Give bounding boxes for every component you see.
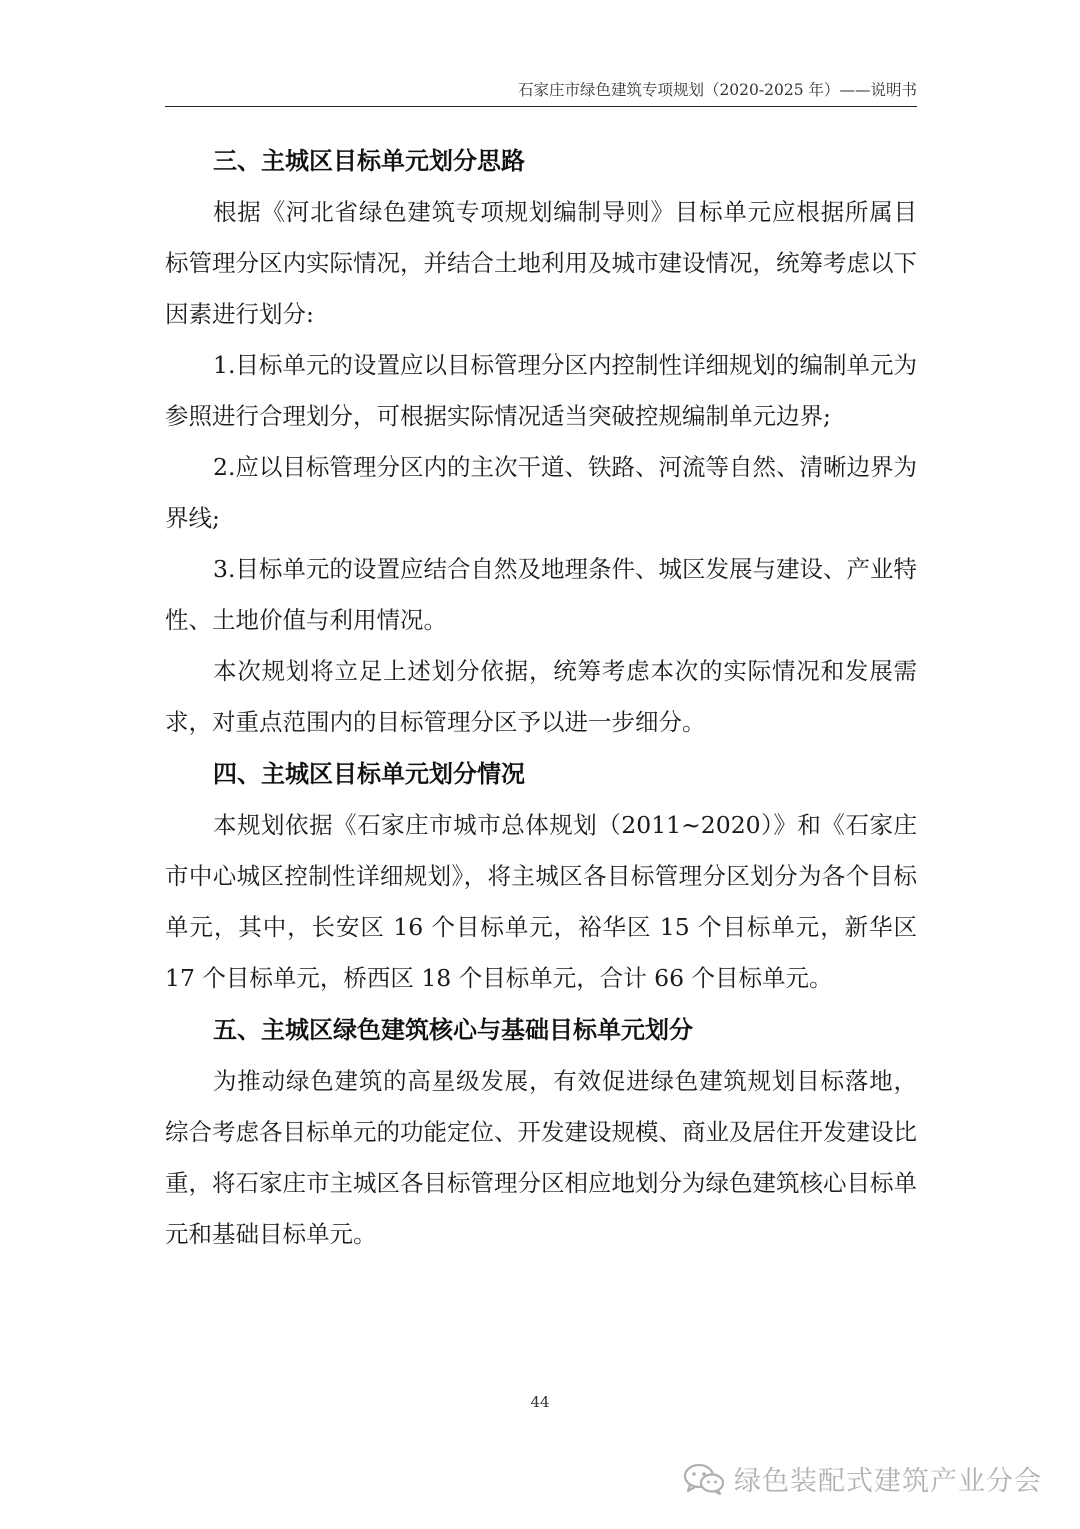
header-title: 石家庄市绿色建筑专项规划（2020-2025 年）——说明书: [517, 81, 917, 99]
wechat-icon: [682, 1462, 726, 1496]
paragraph: 根据《河北省绿色建筑专项规划编制导则》目标单元应根据所属目标管理分区内实际情况，并结合土地利用及城市建设情况，统筹考虑以下因素进行划分:: [165, 198, 917, 328]
paragraph: 为推动绿色建筑的高星级发展，有效促进绿色建筑规划目标落地，综合考虑各目标单元的功能定位、开发建设规模、商业及居住开发建设比重，将石家庄市主城区各目标管理分区相应地划分为绿色建筑核心目标单元和基础目标单元。: [165, 1067, 917, 1248]
paragraph: 1.目标单元的设置应以目标管理分区内控制性详细规划的编制单元为参照进行合理划分，可根据实际情况适当突破控规编制单元边界;: [165, 351, 917, 430]
page-header: [165, 78, 917, 107]
page-number: 44: [530, 1393, 550, 1411]
paragraph: 本次规划将立足上述划分依据，统筹考虑本次的实际情况和发展需求，对重点范围内的目标管理分区予以进一步细分。: [165, 657, 917, 736]
paragraph: 2.应以目标管理分区内的主次干道、铁路、河流等自然、清晰边界为界线;: [165, 453, 917, 532]
watermark: [682, 1459, 1042, 1498]
paragraph: 3.目标单元的设置应结合自然及地理条件、城区发展与建设、产业特性、土地价值与利用情况。: [165, 555, 917, 634]
document-body: [165, 135, 917, 1260]
section-heading-3: 三、主城区目标单元划分思路: [213, 147, 525, 175]
section-heading-4: 四、主城区目标单元划分情况: [213, 760, 525, 788]
paragraph: 本规划依据《石家庄市城市总体规划（2011~2020）》和《石家庄市中心城区控制性详细规划》，将主城区各目标管理分区划分为各个目标单元，其中，长安区 16 个目标单元，裕华区 15 个目标单元，新华区 17 个目标单元，桥西区 18 个目标单元，合计 66 个目标单元。: [165, 811, 917, 992]
watermark-text: 绿色装配式建筑产业分会: [734, 1466, 1042, 1497]
section-heading-5: 五、主城区绿色建筑核心与基础目标单元划分: [213, 1016, 693, 1044]
